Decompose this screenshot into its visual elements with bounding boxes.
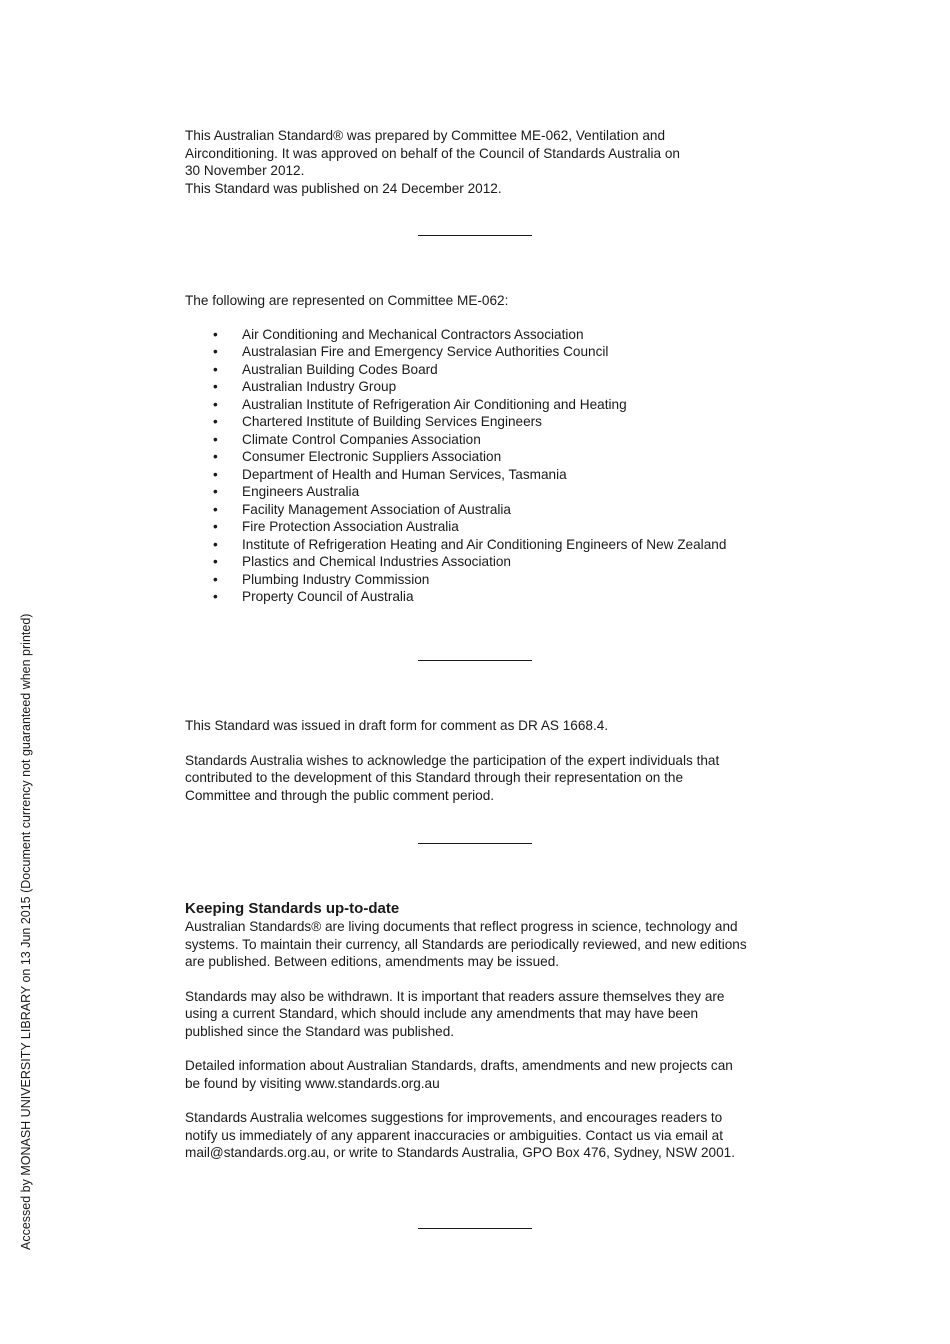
acknowledgement-paragraph	[185, 752, 775, 805]
section-heading: Keeping Standards up-to-date	[185, 900, 400, 917]
member-name: Chartered Institute of Building Services Engineers	[242, 414, 542, 429]
bullet-icon: •	[213, 396, 218, 412]
list-item	[185, 588, 775, 606]
website-link[interactable]: www.standards.org.au	[305, 1075, 440, 1091]
bullet-icon: •	[213, 449, 218, 464]
uptodate-paragraph-2	[185, 988, 775, 1041]
approval-paragraph	[185, 127, 775, 197]
bullet-icon: •	[213, 466, 218, 482]
list-item	[185, 571, 775, 589]
approval-line: 30 November 2012.	[185, 163, 305, 178]
approval-line: Airconditioning. It was approved on behalf of the Council of Standards Australia on	[185, 145, 680, 161]
member-name: Department of Health and Human Services, Tasmania	[242, 466, 567, 482]
uptodate-section	[185, 899, 775, 1162]
draft-issued: This Standard was issued in draft form for comment as DR AS 1668.4.	[185, 718, 609, 733]
member-name: Air Conditioning and Mechanical Contractors Association	[242, 326, 584, 342]
member-name: Climate Control Companies Association	[242, 431, 481, 447]
bullet-icon: •	[213, 379, 218, 394]
uptodate-paragraph-1	[185, 918, 775, 971]
list-item	[185, 343, 775, 361]
paragraph-line: notify us immediately of any apparent inaccuracies or ambiguities. Contact us via email at	[185, 1127, 723, 1143]
committee-intro: The following are represented on Committee ME-062:	[185, 293, 509, 308]
member-name: Consumer Electronic Suppliers Association	[242, 449, 502, 464]
bullet-icon: •	[213, 501, 218, 517]
list-item	[185, 378, 775, 396]
uptodate-paragraph-3	[185, 1057, 775, 1092]
publication-line: This Standard was published on 24 December 2012.	[185, 180, 502, 196]
paragraph-line: Standards Australia welcomes suggestions for improvements, and encourages readers to	[185, 1110, 723, 1125]
member-name: Plumbing Industry Commission	[242, 571, 430, 587]
paragraph-line	[185, 1075, 775, 1093]
uptodate-paragraph-4	[185, 1109, 775, 1162]
acknowledgement-line: contributed to the development of this Standard through their representation on the	[185, 770, 684, 785]
bullet-icon: •	[213, 414, 218, 429]
bullet-icon: •	[213, 536, 218, 552]
access-margin-note: Accessed by MONASH UNIVERSITY LIBRARY on 13 Jun 2015 (Document currency not guaranteed when printed)	[19, 613, 33, 1250]
list-item	[185, 466, 775, 484]
member-name: Engineers Australia	[242, 484, 360, 499]
list-item	[185, 361, 775, 379]
bullet-icon: •	[213, 344, 218, 359]
member-name: Australasian Fire and Emergency Service Authorities Council	[242, 344, 609, 359]
member-name: Australian Industry Group	[242, 379, 397, 394]
list-item	[185, 448, 775, 466]
paragraph-line: Detailed information about Australian Standards, drafts, amendments and new projects can	[185, 1058, 733, 1073]
bullet-icon: •	[213, 484, 218, 499]
section-divider	[418, 843, 532, 844]
draft-section	[185, 717, 775, 804]
approval-line: This Australian Standard® was prepared by Committee ME-062, Ventilation and	[185, 128, 666, 143]
acknowledgement-line: Standards Australia wishes to acknowledge the participation of the expert individuals that	[185, 752, 720, 768]
list-item	[185, 396, 775, 414]
member-name: Institute of Refrigeration Heating and Air Conditioning Engineers of New Zealand	[242, 536, 727, 552]
bullet-icon: •	[213, 571, 218, 587]
paragraph-line: published since the Standard was published.	[185, 1023, 455, 1039]
email-link[interactable]: mail@standards.org.au	[185, 1145, 326, 1160]
committee-member-list	[185, 326, 775, 606]
paragraph-line: Australian Standards® are living documents that reflect progress in science, technology and	[185, 919, 738, 934]
list-item	[185, 501, 775, 519]
paragraph-line	[185, 1144, 775, 1162]
member-name: Australian Building Codes Board	[242, 361, 438, 377]
list-item	[185, 518, 775, 536]
member-name: Facility Management Association of Australia	[242, 501, 511, 517]
section-divider	[418, 660, 532, 661]
bullet-icon: •	[213, 589, 218, 604]
list-item	[185, 553, 775, 571]
list-item	[185, 536, 775, 554]
paragraph-text: be found by visiting	[185, 1075, 306, 1091]
section-divider	[418, 235, 532, 236]
approval-statement	[185, 127, 775, 197]
list-item	[185, 483, 775, 501]
bullet-icon: •	[213, 361, 218, 377]
list-item	[185, 431, 775, 449]
member-name: Plastics and Chemical Industries Association	[242, 554, 511, 569]
section-divider	[418, 1228, 532, 1229]
paragraph-line: using a current Standard, which should include any amendments that may have been	[185, 1006, 699, 1021]
list-item	[185, 413, 775, 431]
paragraph-line: are published. Between editions, amendments may be issued.	[185, 954, 560, 969]
committee-section	[185, 292, 775, 606]
bullet-icon: •	[213, 554, 218, 569]
acknowledgement-line: Committee and through the public comment period.	[185, 787, 495, 803]
paragraph-line: Standards may also be withdrawn. It is important that readers assure themselves they are	[185, 988, 725, 1004]
list-item	[185, 326, 775, 344]
member-name: Property Council of Australia	[242, 589, 414, 604]
bullet-icon: •	[213, 431, 218, 447]
bullet-icon: •	[213, 519, 218, 534]
bullet-icon: •	[213, 326, 218, 342]
paragraph-line: systems. To maintain their currency, all Standards are periodically reviewed, and new editions	[185, 936, 747, 952]
paragraph-text: , or write to Standards Australia, GPO Box 476, Sydney, NSW 2001.	[325, 1145, 736, 1160]
member-name: Australian Institute of Refrigeration Air Conditioning and Heating	[242, 396, 627, 412]
member-name: Fire Protection Association Australia	[242, 519, 459, 534]
